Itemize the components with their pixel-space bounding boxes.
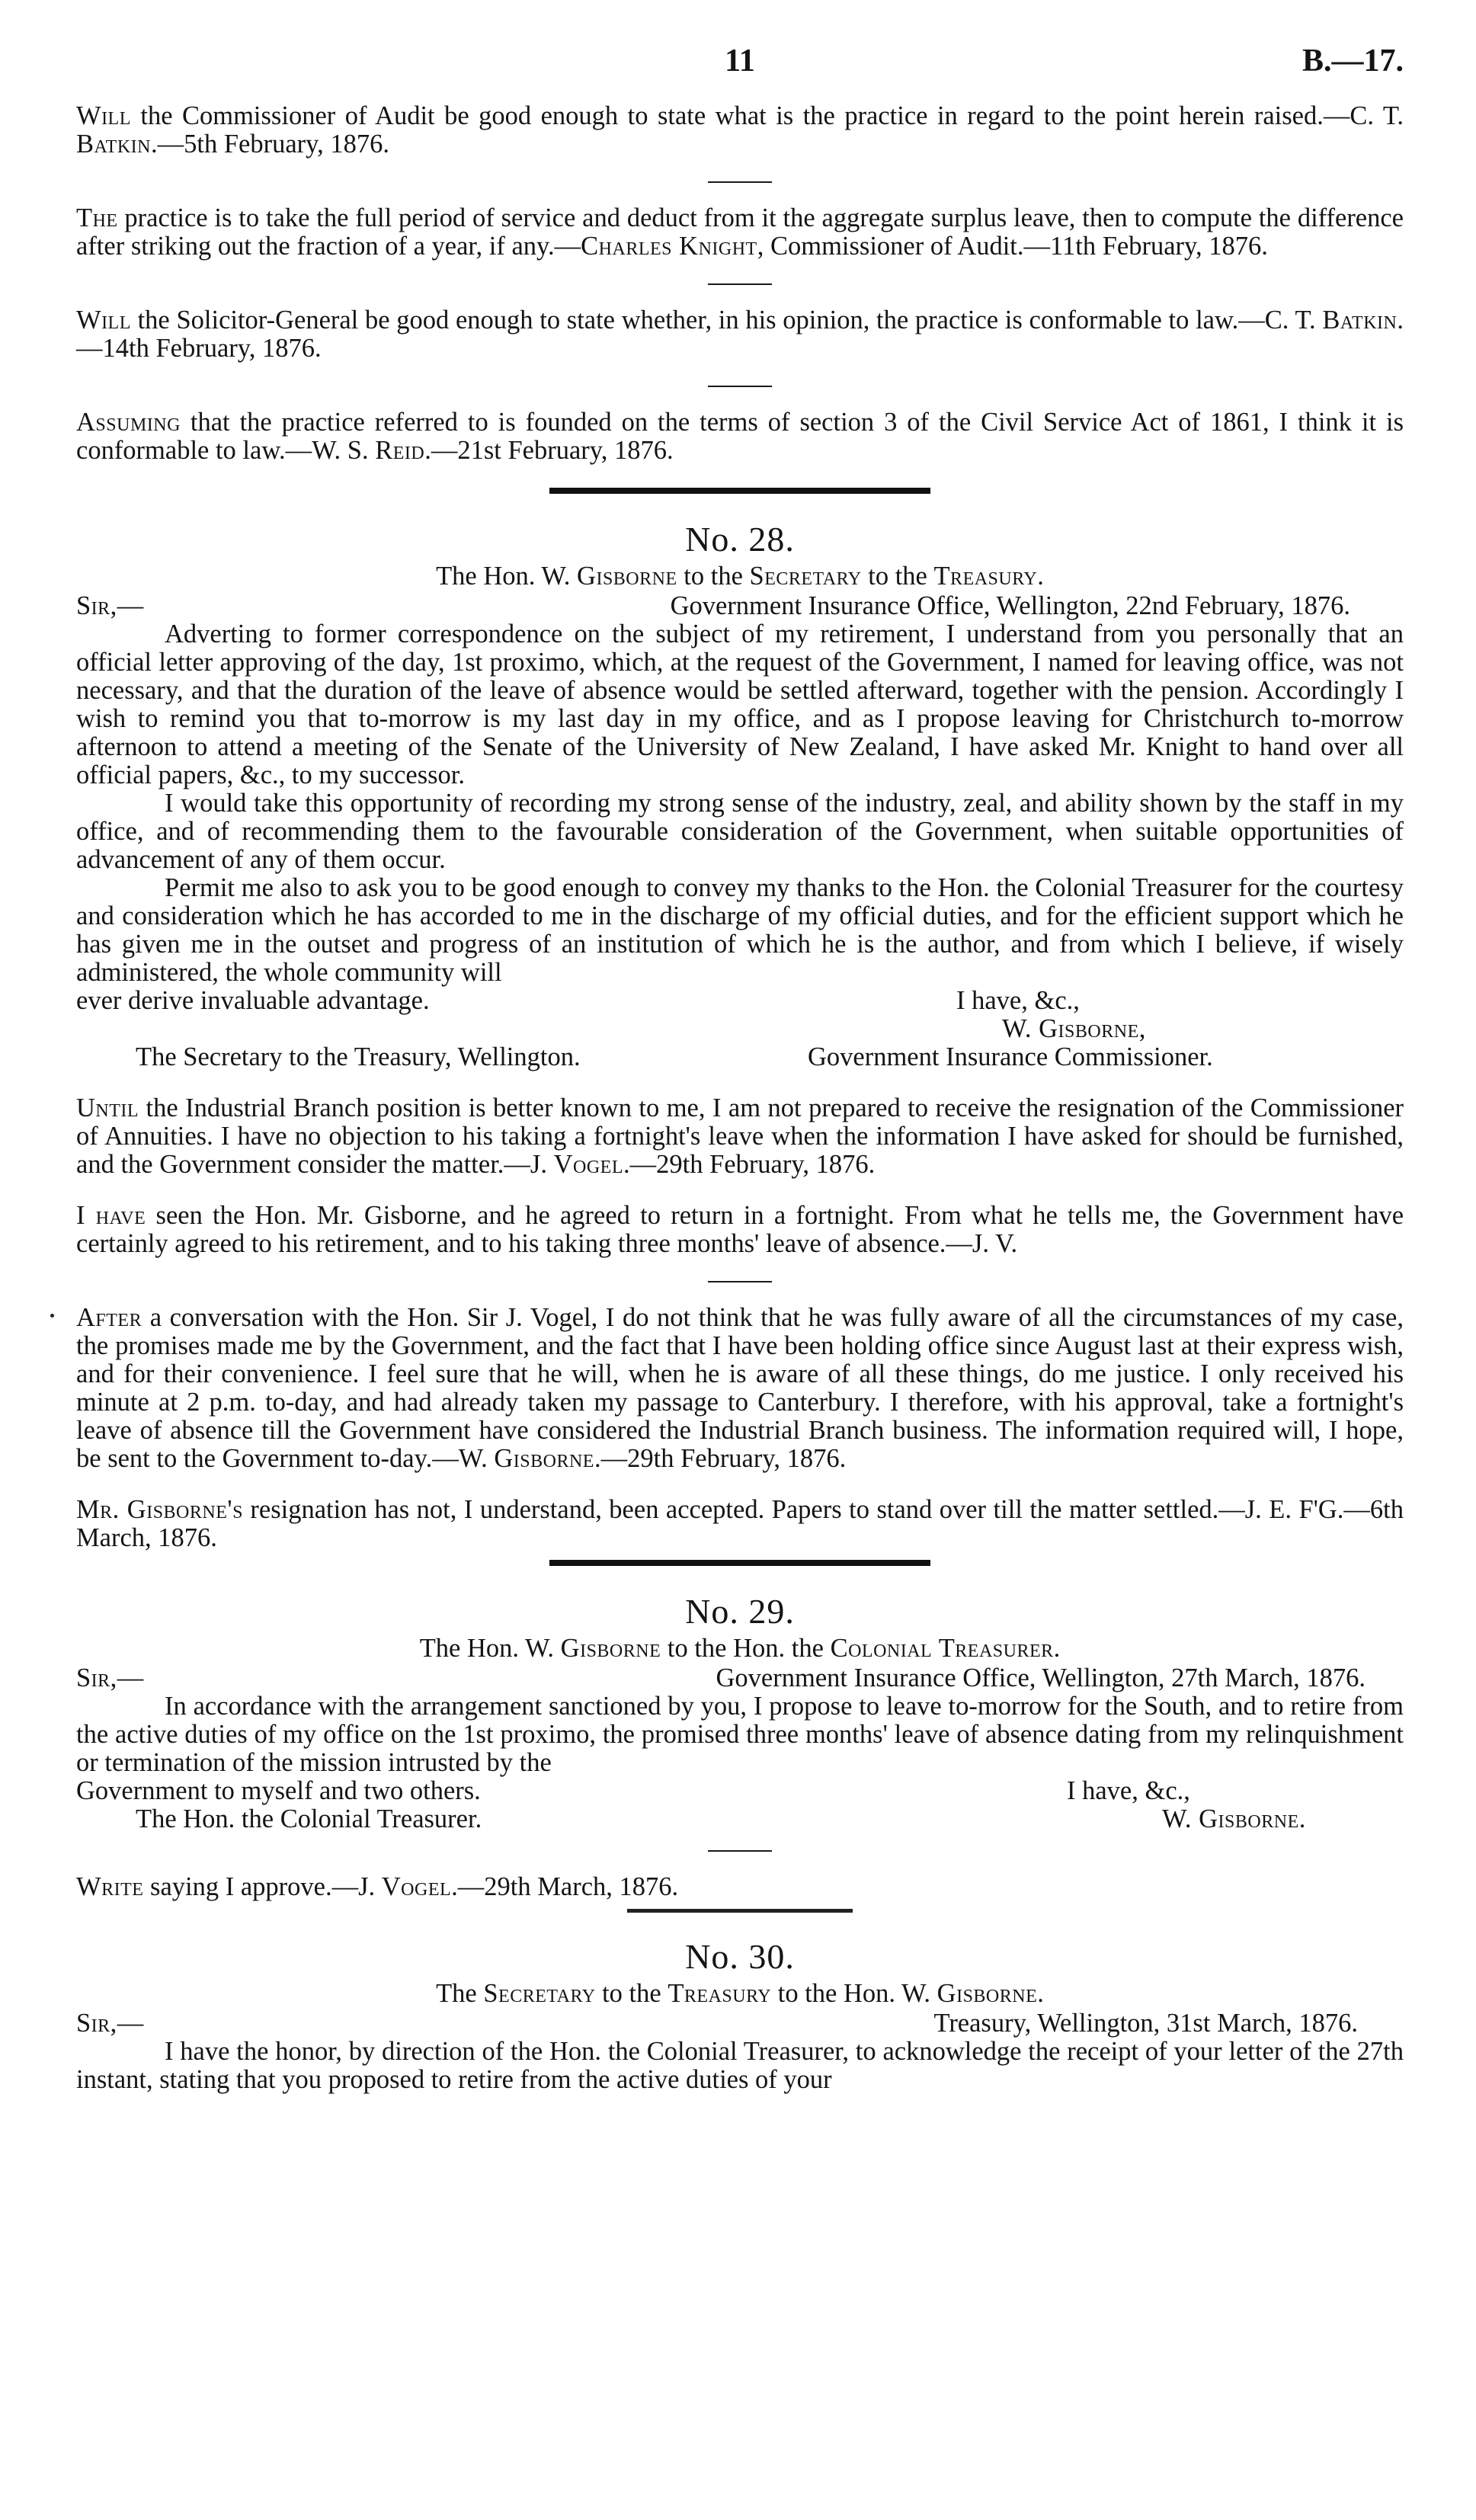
minute-knight: The practice is to take the full period of service and deduct from it the aggregate surplus leave, then to compute the difference after striking out the fraction of a year, if any.—Charles Knight, Commissioner of Audit.—11th February, 1876. bbox=[76, 203, 1404, 261]
signature: W. Gisborne. bbox=[1162, 1804, 1306, 1833]
salutation-line-30 bbox=[76, 2009, 1404, 2038]
short-rule bbox=[708, 181, 772, 183]
closing-line bbox=[76, 1777, 1404, 1805]
letter-address: Government Insurance Office, Wellington, 27th March, 1876. bbox=[716, 1663, 1366, 1692]
section-number-30: No. 30. bbox=[685, 1937, 795, 1976]
signature-line bbox=[76, 1015, 1404, 1043]
letter-title-28: The Hon. W. Gisborne to the Secretary to the Treasury. bbox=[436, 562, 1044, 591]
minute-batkin-1: Will the Commissioner of Audit be good enough to state what is the practice in regard to the point herein raised.—C. T. Batkin.—5th February, 1876. bbox=[76, 101, 1404, 159]
letter-paragraph: Adverting to former correspondence on the subject of my retirement, I understand from you personally that an official letter approving of the day, 1st proximo, which, at the request of the Government, I named for leaving office, was not necessary, and that the duration of the leave of absence would be settled afterward, together with the pension. Accordingly I wish to remind you that to-morrow is my last day in my office, and as I propose leaving for Christchurch to-morrow afternoon to attend a meeting of the Senate of the University of New Zealand, I have asked Mr. Knight to hand over all official papers, &c., to my successor. bbox=[76, 620, 1404, 789]
minute-fg: Mr. Gisborne's resignation has not, I understand, been accepted. Papers to stand over till the matter settled.—J. E. F'G.—6th March, 1876. bbox=[76, 1495, 1404, 1552]
short-rule bbox=[708, 1281, 772, 1282]
section-rule bbox=[627, 1909, 853, 1913]
addressee-line bbox=[76, 1805, 1404, 1833]
addressee: The Secretary to the Treasury, Wellington. bbox=[136, 1042, 581, 1071]
short-rule bbox=[708, 283, 772, 285]
page-header bbox=[76, 44, 1404, 102]
minute-gisborne: After a conversation with the Hon. Sir J. Vogel, I do not think that he was fully aware of all the circumstances of my case, the promises made me by the Government, and the fact that I have been holding office since August last at their express wish, and for their convenience. I feel sure that he will, when he is aware of all these things, do me justice. I only received his minute at 2 p.m. to-day, and had already taken my passage to Canterbury. I therefore, with his approval, take a fortnight's leave of absence till the Government have considered the Industrial Branch business. The information required will, I hope, be sent to the Government to-day.—W. Gisborne.—29th February, 1876. bbox=[76, 1303, 1404, 1473]
last-line: Government to myself and two others. bbox=[76, 1776, 481, 1805]
salutation-line-28 bbox=[76, 592, 1404, 620]
short-rule bbox=[708, 386, 772, 387]
closing: I have, &c., bbox=[1067, 1776, 1190, 1805]
addressee: The Hon. the Colonial Treasurer. bbox=[136, 1804, 482, 1833]
section-rule bbox=[549, 488, 930, 494]
minute-vogel: Until the Industrial Branch position is better known to me, I am not prepared to receive the resignation of the Commissioner of Annuities. I have no objection to his taking a fortnight's leave when the information I have asked for should be furnished, and the Government consider the matter.—J. Vogel.—29th February, 1876. bbox=[76, 1093, 1404, 1179]
signatory-title: Government Insurance Commissioner. bbox=[808, 1042, 1213, 1071]
letter-paragraph: Permit me also to ask you to be good enough to convey my thanks to the Hon. the Colonial Treasurer for the courtesy and consideration which he has accorded to me in the discharge of my official duties, and for the efficient support which he has given me in the outset and progress of an institution of which he is the author, and from which I believe, if wisely administered, the whole community will bbox=[76, 873, 1404, 987]
salutation: Sir,— bbox=[76, 1663, 144, 1692]
short-rule bbox=[708, 1850, 772, 1852]
salutation-line-29 bbox=[76, 1664, 1404, 1692]
letter-paragraph: In accordance with the arrangement sanctioned by you, I propose to leave to-morrow for the South, and to retire from the active duties of my office on the 1st proximo, the promised three months' leave of absence dating from my relinquishment or termination of the mission intrusted by the bbox=[76, 1692, 1404, 1777]
addressee-line bbox=[76, 1043, 1404, 1071]
section-rule bbox=[549, 1560, 930, 1566]
closing-line bbox=[76, 987, 1404, 1015]
minute-vogel-approve: Write saying I approve.—J. Vogel.—29th March, 1876. bbox=[76, 1872, 679, 1901]
letter-paragraph: I have the honor, by direction of the Hon. the Colonial Treasurer, to acknowledge the receipt of your letter of the 27th instant, stating that you proposed to retire from the active duties of your bbox=[76, 2037, 1404, 2094]
minute-jv: I have seen the Hon. Mr. Gisborne, and he agreed to return in a fortnight. From what he tells me, the Government have certainly agreed to his retirement, and to his taking three months' leave of absence.—J. V. bbox=[76, 1201, 1404, 1258]
page-reference: B.—17. bbox=[1302, 43, 1404, 78]
minute-reid: Assuming that the practice referred to is founded on the terms of section 3 of the Civil Service Act of 1861, I think it is conformable to law.—W. S. Reid.—21st February, 1876. bbox=[76, 408, 1404, 465]
letter-address: Government Insurance Office, Wellington, 22nd February, 1876. bbox=[670, 591, 1350, 620]
letter-paragraph: I would take this opportunity of recording my strong sense of the industry, zeal, and ability shown by the staff in my office, and of recommending them to the favourable consideration of the Government, when suitable opportunities of advancement of any of them occur. bbox=[76, 789, 1404, 874]
margin-mark bbox=[50, 1314, 54, 1318]
salutation: Sir,— bbox=[76, 2009, 144, 2038]
letter-address: Treasury, Wellington, 31st March, 1876. bbox=[933, 2009, 1358, 2038]
section-number-28: No. 28. bbox=[685, 520, 795, 559]
salutation: Sir,— bbox=[76, 591, 144, 620]
closing: I have, &c., bbox=[956, 986, 1080, 1015]
minute-batkin-2: Will the Solicitor-General be good enough to state whether, in his opinion, the practice is conformable to law.—C. T. Batkin.—14th February, 1876. bbox=[76, 306, 1404, 363]
page-number: 11 bbox=[725, 43, 755, 78]
last-line: ever derive invaluable advantage. bbox=[76, 986, 430, 1015]
section-number-29: No. 29. bbox=[685, 1592, 795, 1631]
letter-title-29: The Hon. W. Gisborne to the Hon. the Colonial Treasurer. bbox=[419, 1634, 1061, 1663]
signature: W. Gisborne, bbox=[1002, 1014, 1146, 1043]
letter-title-30: The Secretary to the Treasury to the Hon. W. Gisborne. bbox=[436, 1979, 1044, 2008]
